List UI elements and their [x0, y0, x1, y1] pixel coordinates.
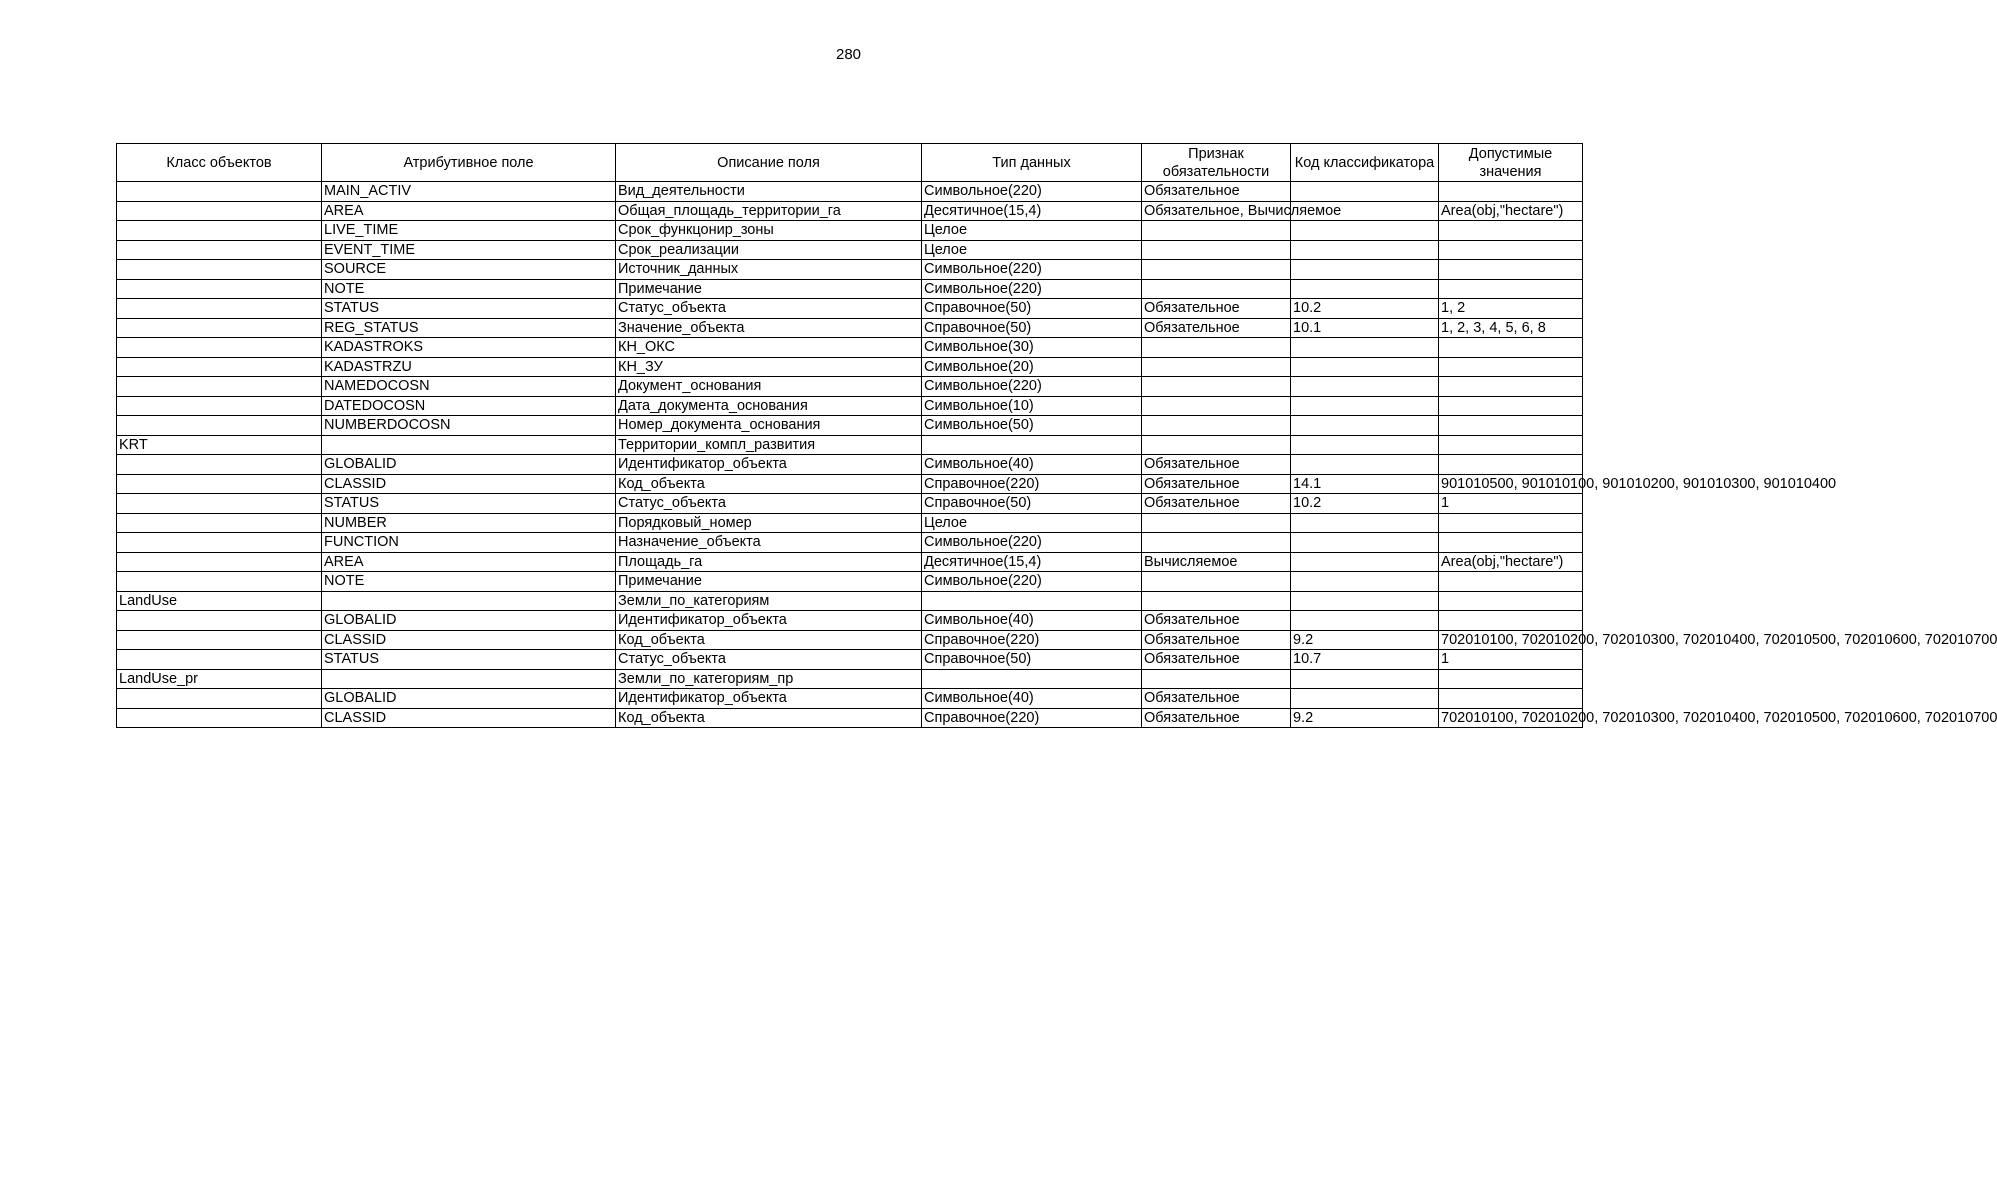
table-row	[117, 201, 1583, 221]
cell-required-flag: Обязательное	[1142, 611, 1291, 631]
cell-object-class	[117, 572, 322, 592]
table-row	[117, 669, 1583, 689]
cell-data-type: Символьное(220)	[922, 572, 1142, 592]
cell-field-description: Код_объекта	[616, 708, 922, 728]
table-row	[117, 630, 1583, 650]
cell-required-flag: Обязательное	[1142, 689, 1291, 709]
header-field-description: Описание поля	[616, 144, 922, 182]
cell-object-class	[117, 338, 322, 358]
cell-data-type: Символьное(30)	[922, 338, 1142, 358]
cell-attribute-field: STATUS	[322, 650, 616, 670]
cell-object-class	[117, 416, 322, 436]
cell-field-description: Значение_объекта	[616, 318, 922, 338]
cell-attribute-field: NUMBERDOCOSN	[322, 416, 616, 436]
cell-field-description: Общая_площадь_территории_га	[616, 201, 922, 221]
cell-attribute-field: LIVE_TIME	[322, 221, 616, 241]
cell-data-type: Символьное(220)	[922, 182, 1142, 202]
table-row	[117, 416, 1583, 436]
cell-allowed-values	[1439, 279, 1583, 299]
attribute-table	[116, 143, 1997, 728]
table-row	[117, 533, 1583, 553]
cell-field-description: Срок_функцонир_зоны	[616, 221, 922, 241]
cell-classifier-code	[1291, 357, 1439, 377]
cell-allowed-values: 702010100, 702010200, 702010300, 702010400, 702010500, 702010600, 702010700	[1439, 630, 1583, 650]
cell-object-class	[117, 513, 322, 533]
cell-required-flag	[1142, 377, 1291, 397]
cell-object-class	[117, 533, 322, 553]
cell-object-class	[117, 474, 322, 494]
table-row	[117, 396, 1583, 416]
cell-object-class	[117, 260, 322, 280]
cell-data-type: Символьное(20)	[922, 357, 1142, 377]
header-allowed-values: Допустимые значения	[1439, 144, 1583, 182]
cell-required-flag: Обязательное	[1142, 299, 1291, 319]
cell-classifier-code	[1291, 240, 1439, 260]
table-row	[117, 650, 1583, 670]
table-row	[117, 572, 1583, 592]
table-row	[117, 279, 1583, 299]
cell-attribute-field	[322, 669, 616, 689]
cell-field-description: Дата_документа_основания	[616, 396, 922, 416]
cell-data-type: Целое	[922, 221, 1142, 241]
cell-attribute-field: FUNCTION	[322, 533, 616, 553]
cell-classifier-code	[1291, 338, 1439, 358]
cell-object-class	[117, 611, 322, 631]
cell-object-class	[117, 396, 322, 416]
cell-attribute-field	[322, 591, 616, 611]
cell-attribute-field	[322, 435, 616, 455]
table-row	[117, 260, 1583, 280]
table-row	[117, 435, 1583, 455]
cell-allowed-values	[1439, 221, 1583, 241]
cell-attribute-field: REG_STATUS	[322, 318, 616, 338]
cell-object-class	[117, 182, 322, 202]
cell-required-flag	[1142, 396, 1291, 416]
cell-classifier-code	[1291, 416, 1439, 436]
cell-attribute-field: GLOBALID	[322, 689, 616, 709]
cell-data-type: Символьное(220)	[922, 279, 1142, 299]
cell-required-flag	[1142, 513, 1291, 533]
cell-attribute-field: STATUS	[322, 299, 616, 319]
cell-field-description: Вид_деятельности	[616, 182, 922, 202]
cell-field-description: Идентификатор_объекта	[616, 611, 922, 631]
cell-required-flag	[1142, 591, 1291, 611]
cell-classifier-code	[1291, 221, 1439, 241]
cell-classifier-code: 10.2	[1291, 494, 1439, 514]
cell-classifier-code: 9.2	[1291, 708, 1439, 728]
cell-required-flag	[1142, 240, 1291, 260]
cell-field-description: Номер_документа_основания	[616, 416, 922, 436]
cell-required-flag	[1142, 533, 1291, 553]
cell-object-class	[117, 455, 322, 475]
cell-field-description: Статус_объекта	[616, 650, 922, 670]
cell-allowed-values	[1439, 182, 1583, 202]
cell-allowed-values	[1439, 669, 1583, 689]
page-number: 280	[835, 46, 862, 63]
header-classifier-code: Код классификатора	[1291, 144, 1439, 182]
cell-object-class	[117, 689, 322, 709]
cell-required-flag: Вычисляемое	[1142, 552, 1291, 572]
cell-required-flag: Обязательное	[1142, 494, 1291, 514]
cell-classifier-code	[1291, 279, 1439, 299]
cell-attribute-field: GLOBALID	[322, 455, 616, 475]
table-row	[117, 182, 1583, 202]
cell-allowed-values: Area(obj,"hectare")	[1439, 552, 1583, 572]
cell-attribute-field: NAMEDOCOSN	[322, 377, 616, 397]
cell-data-type: Справочное(220)	[922, 708, 1142, 728]
cell-object-class	[117, 318, 322, 338]
cell-classifier-code: 10.7	[1291, 650, 1439, 670]
cell-data-type: Символьное(40)	[922, 611, 1142, 631]
cell-attribute-field: AREA	[322, 201, 616, 221]
cell-data-type: Символьное(50)	[922, 416, 1142, 436]
cell-field-description: Источник_данных	[616, 260, 922, 280]
cell-classifier-code	[1291, 689, 1439, 709]
cell-data-type: Символьное(40)	[922, 455, 1142, 475]
cell-attribute-field: CLASSID	[322, 474, 616, 494]
cell-data-type	[922, 669, 1142, 689]
cell-allowed-values	[1439, 572, 1583, 592]
cell-data-type: Символьное(40)	[922, 689, 1142, 709]
table-row	[117, 357, 1583, 377]
cell-object-class	[117, 630, 322, 650]
cell-classifier-code: 10.1	[1291, 318, 1439, 338]
cell-required-flag: Обязательное	[1142, 455, 1291, 475]
cell-field-description: Земли_по_категориям_пр	[616, 669, 922, 689]
cell-attribute-field: DATEDOCOSN	[322, 396, 616, 416]
table-row	[117, 240, 1583, 260]
cell-classifier-code	[1291, 182, 1439, 202]
cell-allowed-values	[1439, 260, 1583, 280]
cell-data-type: Символьное(220)	[922, 533, 1142, 553]
header-data-type: Тип данных	[922, 144, 1142, 182]
cell-field-description: Код_объекта	[616, 474, 922, 494]
cell-object-class	[117, 240, 322, 260]
cell-field-description: Идентификатор_объекта	[616, 455, 922, 475]
cell-classifier-code	[1291, 669, 1439, 689]
cell-classifier-code: 14.1	[1291, 474, 1439, 494]
cell-data-type: Десятичное(15,4)	[922, 552, 1142, 572]
cell-allowed-values: 1	[1439, 494, 1583, 514]
cell-field-description: Порядковый_номер	[616, 513, 922, 533]
cell-attribute-field: MAIN_ACTIV	[322, 182, 616, 202]
cell-allowed-values	[1439, 455, 1583, 475]
cell-allowed-values	[1439, 338, 1583, 358]
cell-classifier-code	[1291, 377, 1439, 397]
cell-object-class	[117, 201, 322, 221]
cell-required-flag	[1142, 435, 1291, 455]
cell-field-description: Земли_по_категориям	[616, 591, 922, 611]
cell-object-class: LandUse	[117, 591, 322, 611]
cell-object-class: LandUse_pr	[117, 669, 322, 689]
cell-required-flag	[1142, 572, 1291, 592]
cell-classifier-code: 9.2	[1291, 630, 1439, 650]
cell-field-description: Назначение_объекта	[616, 533, 922, 553]
table-row	[117, 591, 1583, 611]
cell-attribute-field: EVENT_TIME	[322, 240, 616, 260]
cell-allowed-values	[1439, 377, 1583, 397]
cell-field-description: КН_ЗУ	[616, 357, 922, 377]
cell-classifier-code: 10.2	[1291, 299, 1439, 319]
cell-data-type: Справочное(50)	[922, 650, 1142, 670]
cell-field-description: Код_объекта	[616, 630, 922, 650]
cell-required-flag: Обязательное	[1142, 474, 1291, 494]
header-row	[117, 144, 1583, 182]
cell-data-type: Справочное(220)	[922, 630, 1142, 650]
table-row	[117, 611, 1583, 631]
cell-allowed-values: 1, 2, 3, 4, 5, 6, 8	[1439, 318, 1583, 338]
cell-required-flag	[1142, 260, 1291, 280]
table-row	[117, 552, 1583, 572]
cell-required-flag	[1142, 279, 1291, 299]
cell-allowed-values: 1	[1439, 650, 1583, 670]
cell-attribute-field: GLOBALID	[322, 611, 616, 631]
cell-required-flag	[1142, 338, 1291, 358]
header-required-flag: Признак обязательности	[1142, 144, 1291, 182]
cell-field-description: Идентификатор_объекта	[616, 689, 922, 709]
cell-data-type: Символьное(10)	[922, 396, 1142, 416]
header-attribute-field: Атрибутивное поле	[322, 144, 616, 182]
cell-allowed-values	[1439, 240, 1583, 260]
cell-classifier-code	[1291, 455, 1439, 475]
cell-required-flag: Обязательное	[1142, 708, 1291, 728]
cell-required-flag: Обязательное, Вычисляемое	[1142, 201, 1291, 221]
cell-attribute-field: CLASSID	[322, 708, 616, 728]
cell-allowed-values	[1439, 435, 1583, 455]
cell-classifier-code	[1291, 533, 1439, 553]
cell-required-flag: Обязательное	[1142, 182, 1291, 202]
cell-object-class	[117, 299, 322, 319]
cell-classifier-code	[1291, 572, 1439, 592]
cell-data-type: Справочное(50)	[922, 494, 1142, 514]
cell-classifier-code	[1291, 591, 1439, 611]
cell-required-flag	[1142, 221, 1291, 241]
cell-required-flag	[1142, 669, 1291, 689]
table-row	[117, 455, 1583, 475]
cell-field-description: Документ_основания	[616, 377, 922, 397]
cell-allowed-values: Area(obj,"hectare")	[1439, 201, 1583, 221]
table-row	[117, 689, 1583, 709]
cell-field-description: Статус_объекта	[616, 494, 922, 514]
cell-data-type: Справочное(220)	[922, 474, 1142, 494]
cell-object-class: KRT	[117, 435, 322, 455]
table-row	[117, 377, 1583, 397]
cell-classifier-code	[1291, 435, 1439, 455]
table-row	[117, 221, 1583, 241]
cell-allowed-values	[1439, 416, 1583, 436]
cell-allowed-values: 1, 2	[1439, 299, 1583, 319]
cell-classifier-code	[1291, 552, 1439, 572]
cell-required-flag: Обязательное	[1142, 630, 1291, 650]
cell-attribute-field: KADASTROKS	[322, 338, 616, 358]
cell-field-description: Примечание	[616, 279, 922, 299]
cell-classifier-code	[1291, 513, 1439, 533]
table-body	[117, 182, 1997, 728]
cell-field-description: Примечание	[616, 572, 922, 592]
cell-allowed-values: 901010500, 901010100, 901010200, 901010300, 901010400	[1439, 474, 1583, 494]
cell-object-class	[117, 357, 322, 377]
cell-required-flag: Обязательное	[1142, 318, 1291, 338]
cell-attribute-field: NOTE	[322, 279, 616, 299]
cell-attribute-field: KADASTRZU	[322, 357, 616, 377]
cell-allowed-values	[1439, 591, 1583, 611]
cell-required-flag	[1142, 416, 1291, 436]
cell-field-description: КН_ОКС	[616, 338, 922, 358]
table-row	[117, 513, 1583, 533]
cell-object-class	[117, 221, 322, 241]
cell-attribute-field: AREA	[322, 552, 616, 572]
cell-data-type: Справочное(50)	[922, 299, 1142, 319]
cell-data-type	[922, 591, 1142, 611]
cell-classifier-code	[1291, 396, 1439, 416]
table-row	[117, 299, 1583, 319]
cell-attribute-field: SOURCE	[322, 260, 616, 280]
cell-allowed-values	[1439, 357, 1583, 377]
cell-classifier-code	[1291, 611, 1439, 631]
cell-data-type: Символьное(220)	[922, 260, 1142, 280]
cell-object-class	[117, 708, 322, 728]
cell-data-type: Целое	[922, 513, 1142, 533]
cell-object-class	[117, 494, 322, 514]
cell-required-flag: Обязательное	[1142, 650, 1291, 670]
table-row	[117, 318, 1583, 338]
cell-field-description: Площадь_га	[616, 552, 922, 572]
cell-classifier-code	[1291, 260, 1439, 280]
header-object-class: Класс объектов	[117, 144, 322, 182]
cell-object-class	[117, 279, 322, 299]
cell-field-description: Территории_компл_развития	[616, 435, 922, 455]
table-row	[117, 338, 1583, 358]
cell-data-type: Десятичное(15,4)	[922, 201, 1142, 221]
cell-field-description: Срок_реализации	[616, 240, 922, 260]
cell-allowed-values	[1439, 611, 1583, 631]
cell-allowed-values	[1439, 533, 1583, 553]
cell-data-type	[922, 435, 1142, 455]
cell-required-flag	[1142, 357, 1291, 377]
cell-attribute-field: NOTE	[322, 572, 616, 592]
cell-attribute-field: NUMBER	[322, 513, 616, 533]
cell-object-class	[117, 377, 322, 397]
cell-allowed-values: 702010100, 702010200, 702010300, 702010400, 702010500, 702010600, 702010700	[1439, 708, 1583, 728]
cell-allowed-values	[1439, 513, 1583, 533]
table-row	[117, 494, 1583, 514]
cell-allowed-values	[1439, 689, 1583, 709]
cell-object-class	[117, 552, 322, 572]
cell-data-type: Целое	[922, 240, 1142, 260]
cell-allowed-values	[1439, 396, 1583, 416]
cell-data-type: Справочное(50)	[922, 318, 1142, 338]
cell-field-description: Статус_объекта	[616, 299, 922, 319]
cell-attribute-field: CLASSID	[322, 630, 616, 650]
cell-attribute-field: STATUS	[322, 494, 616, 514]
cell-data-type: Символьное(220)	[922, 377, 1142, 397]
table-row	[117, 708, 1583, 728]
cell-object-class	[117, 650, 322, 670]
table-row	[117, 474, 1583, 494]
table-header	[117, 144, 1583, 182]
